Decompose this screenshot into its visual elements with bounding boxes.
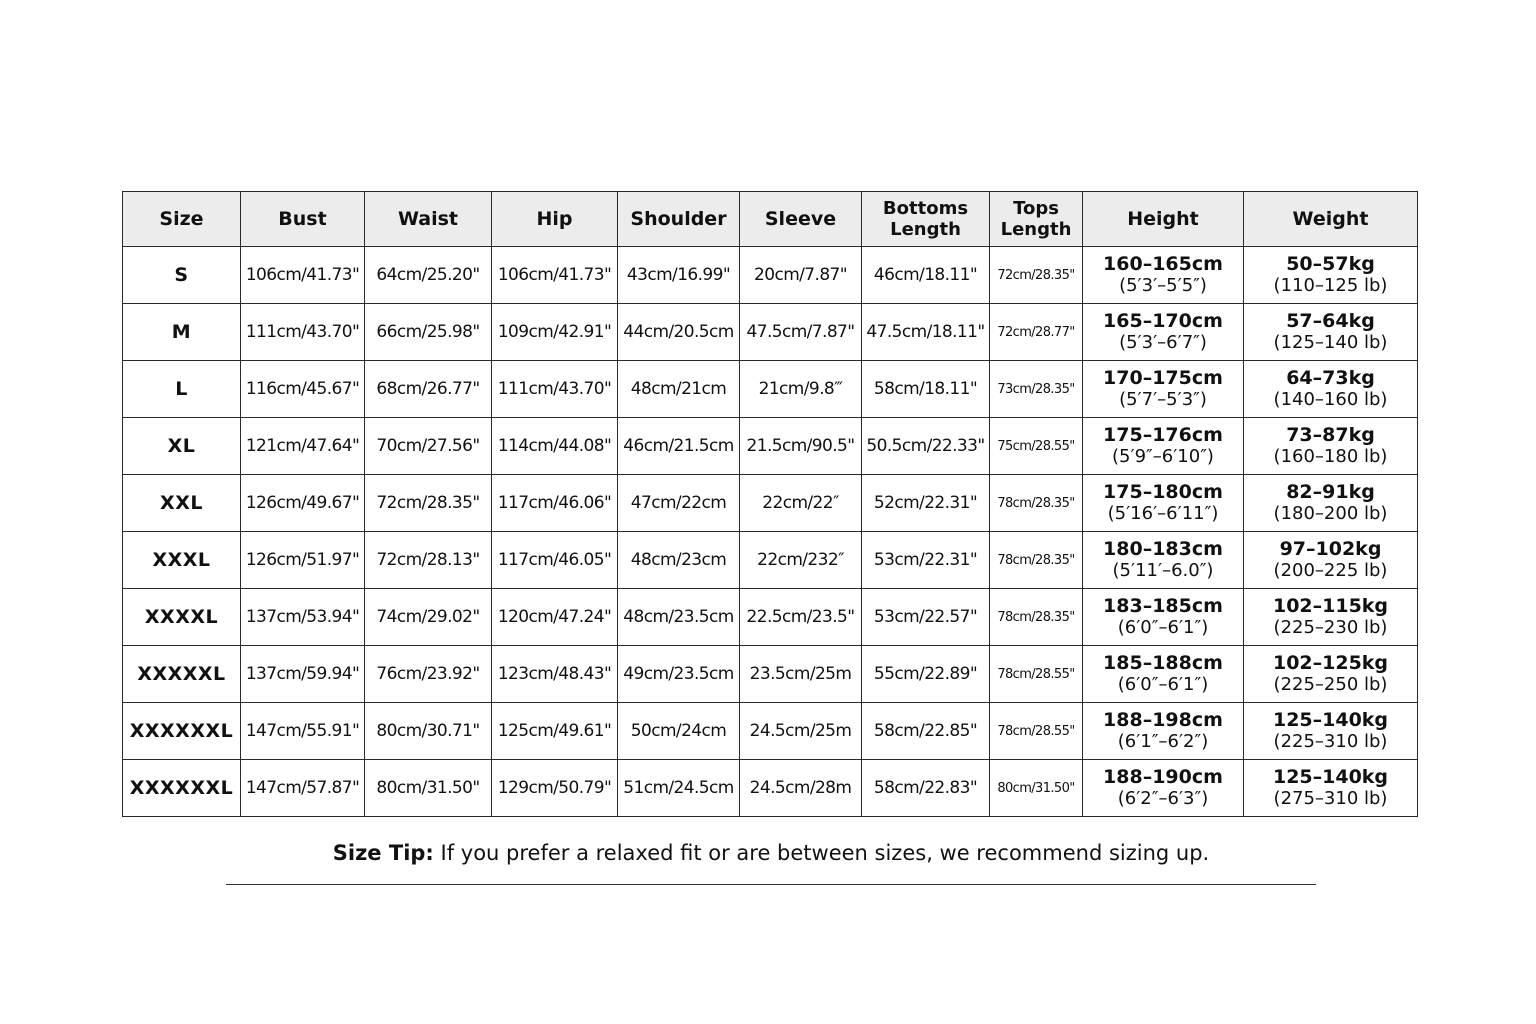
- hip-cell: 114cm/44.08": [492, 418, 618, 475]
- table-row: [123, 646, 1418, 703]
- header-shoulder: Shoulder: [618, 192, 740, 247]
- weight-imperial: (275–310 lb): [1273, 788, 1388, 809]
- bottoms-length-cell: 58cm/22.83": [862, 760, 990, 817]
- header-hip: Hip: [492, 192, 618, 247]
- height-cell: [1083, 646, 1244, 703]
- waist-cell: 80cm/30.71": [365, 703, 492, 760]
- hip-cell: 111cm/43.70": [492, 361, 618, 418]
- bottoms-length-cell: 55cm/22.89": [862, 646, 990, 703]
- height-cell: [1083, 247, 1244, 304]
- sleeve-cell: 23.5cm/25m: [740, 646, 862, 703]
- shoulder-cell: 48cm/21cm: [618, 361, 740, 418]
- weight-imperial: (125–140 lb): [1273, 332, 1388, 353]
- weight-metric: 82–91kg: [1286, 481, 1375, 503]
- sleeve-cell: 22cm/22″: [740, 475, 862, 532]
- shoulder-cell: 48cm/23cm: [618, 532, 740, 589]
- divider-line: [226, 884, 1316, 885]
- bust-cell: 126cm/49.67": [241, 475, 365, 532]
- waist-cell: 68cm/26.77": [365, 361, 492, 418]
- sleeve-cell: 22cm/232″: [740, 532, 862, 589]
- header-waist: Waist: [365, 192, 492, 247]
- height-imperial: (5′11′–6.0″): [1112, 560, 1214, 581]
- shoulder-cell: 46cm/21.5cm: [618, 418, 740, 475]
- bottoms-length-cell: 50.5cm/22.33": [862, 418, 990, 475]
- waist-cell: 66cm/25.98": [365, 304, 492, 361]
- height-metric: 183–185cm: [1103, 595, 1223, 617]
- weight-cell: [1244, 532, 1418, 589]
- bust-cell: 147cm/55.91": [241, 703, 365, 760]
- hip-cell: 117cm/46.05": [492, 532, 618, 589]
- weight-cell: [1244, 304, 1418, 361]
- tops-length-cell: 78cm/28.35": [990, 589, 1083, 646]
- table-row: [123, 589, 1418, 646]
- shoulder-cell: 43cm/16.99": [618, 247, 740, 304]
- weight-metric: 97–102kg: [1279, 538, 1382, 560]
- weight-metric: 50–57kg: [1286, 253, 1375, 275]
- weight-cell: [1244, 646, 1418, 703]
- sleeve-cell: 47.5cm/7.87": [740, 304, 862, 361]
- weight-cell: [1244, 760, 1418, 817]
- size-cell: XXXXL: [123, 589, 241, 646]
- bottoms-length-cell: 53cm/22.57": [862, 589, 990, 646]
- weight-metric: 125–140kg: [1272, 766, 1389, 788]
- waist-cell: 72cm/28.13": [365, 532, 492, 589]
- waist-cell: 76cm/23.92": [365, 646, 492, 703]
- bust-cell: 111cm/43.70": [241, 304, 365, 361]
- height-imperial: (5′3′–6′7″): [1119, 332, 1207, 353]
- bottoms-length-cell: 46cm/18.11": [862, 247, 990, 304]
- weight-cell: [1244, 703, 1418, 760]
- height-metric: 188–190cm: [1103, 766, 1223, 788]
- height-metric: 175–180cm: [1103, 481, 1223, 503]
- shoulder-cell: 49cm/23.5cm: [618, 646, 740, 703]
- table-row: [123, 304, 1418, 361]
- header-bottoms-length: Bottoms Length: [862, 192, 990, 247]
- hip-cell: 109cm/42.91": [492, 304, 618, 361]
- height-imperial: (5′16′–6′11″): [1107, 503, 1219, 524]
- header-size: Size: [123, 192, 241, 247]
- table-row: [123, 247, 1418, 304]
- weight-imperial: (225–230 lb): [1273, 617, 1388, 638]
- bust-cell: 106cm/41.73": [241, 247, 365, 304]
- weight-imperial: (200–225 lb): [1273, 560, 1388, 581]
- height-cell: [1083, 589, 1244, 646]
- size-chart-table: [122, 191, 1418, 817]
- size-tip-text: If you prefer a relaxed fit or are between sizes, we recommend sizing up.: [433, 841, 1210, 865]
- bust-cell: 126cm/51.97": [241, 532, 365, 589]
- height-cell: [1083, 532, 1244, 589]
- height-imperial: (6′0″–6′1″): [1117, 674, 1209, 695]
- weight-metric: 57–64kg: [1286, 310, 1375, 332]
- bottoms-length-cell: 52cm/22.31": [862, 475, 990, 532]
- header-height: Height: [1083, 192, 1244, 247]
- hip-cell: 106cm/41.73": [492, 247, 618, 304]
- weight-imperial: (225–310 lb): [1273, 731, 1388, 752]
- height-imperial: (5′9″–6′10″): [1112, 446, 1214, 467]
- height-cell: [1083, 418, 1244, 475]
- bust-cell: 147cm/57.87": [241, 760, 365, 817]
- weight-metric: 73–87kg: [1286, 424, 1375, 446]
- size-cell: XXXXXXL: [123, 760, 241, 817]
- weight-imperial: (225–250 lb): [1273, 674, 1388, 695]
- table-row: [123, 418, 1418, 475]
- bust-cell: 137cm/53.94": [241, 589, 365, 646]
- sleeve-cell: 24.5cm/25m: [740, 703, 862, 760]
- height-metric: 160–165cm: [1103, 253, 1223, 275]
- weight-metric: 125–140kg: [1272, 709, 1389, 731]
- weight-imperial: (140–160 lb): [1273, 389, 1388, 410]
- hip-cell: 120cm/47.24": [492, 589, 618, 646]
- bust-cell: 137cm/59.94": [241, 646, 365, 703]
- table-row: [123, 475, 1418, 532]
- height-metric: 165–170cm: [1103, 310, 1223, 332]
- size-cell: XXXXXXL: [123, 703, 241, 760]
- height-imperial: (6′1″–6′2″): [1117, 731, 1209, 752]
- waist-cell: 64cm/25.20": [365, 247, 492, 304]
- waist-cell: 74cm/29.02": [365, 589, 492, 646]
- size-cell: XXXL: [123, 532, 241, 589]
- size-cell: M: [123, 304, 241, 361]
- table-row: [123, 703, 1418, 760]
- bottoms-length-cell: 58cm/22.85": [862, 703, 990, 760]
- bust-cell: 121cm/47.64": [241, 418, 365, 475]
- shoulder-cell: 50cm/24cm: [618, 703, 740, 760]
- tops-length-cell: 80cm/31.50": [990, 760, 1083, 817]
- height-imperial: (5′3′–5′5″): [1119, 275, 1207, 296]
- bottoms-length-cell: 53cm/22.31": [862, 532, 990, 589]
- table-row: [123, 361, 1418, 418]
- weight-cell: [1244, 361, 1418, 418]
- weight-cell: [1244, 475, 1418, 532]
- size-tip: [226, 838, 1316, 868]
- weight-cell: [1244, 247, 1418, 304]
- weight-metric: 64–73kg: [1286, 367, 1375, 389]
- bottoms-length-cell: 47.5cm/18.11": [862, 304, 990, 361]
- height-imperial: (5′7′–5′3″): [1119, 389, 1207, 410]
- height-metric: 188–198cm: [1103, 709, 1223, 731]
- table-row: [123, 760, 1418, 817]
- height-imperial: (6′2″–6′3″): [1117, 788, 1209, 809]
- header-bust: Bust: [241, 192, 365, 247]
- tops-length-cell: 72cm/28.77": [990, 304, 1083, 361]
- hip-cell: 129cm/50.79": [492, 760, 618, 817]
- header-row: [123, 192, 1418, 247]
- header-tops-length: Tops Length: [990, 192, 1083, 247]
- size-cell: XXXXXL: [123, 646, 241, 703]
- sleeve-cell: 20cm/7.87": [740, 247, 862, 304]
- sleeve-cell: 22.5cm/23.5": [740, 589, 862, 646]
- bottoms-length-cell: 58cm/18.11": [862, 361, 990, 418]
- tops-length-cell: 78cm/28.55": [990, 646, 1083, 703]
- table-row: [123, 532, 1418, 589]
- size-tip-label: Size Tip:: [332, 841, 434, 865]
- tops-length-cell: 78cm/28.55": [990, 703, 1083, 760]
- weight-metric: 102–115kg: [1272, 595, 1389, 617]
- hip-cell: 117cm/46.06": [492, 475, 618, 532]
- height-metric: 180–183cm: [1103, 538, 1223, 560]
- weight-cell: [1244, 418, 1418, 475]
- height-metric: 170–175cm: [1103, 367, 1223, 389]
- sleeve-cell: 21.5cm/90.5": [740, 418, 862, 475]
- sleeve-cell: 24.5cm/28m: [740, 760, 862, 817]
- height-cell: [1083, 703, 1244, 760]
- weight-cell: [1244, 589, 1418, 646]
- size-cell: S: [123, 247, 241, 304]
- weight-metric: 102–125kg: [1272, 652, 1389, 674]
- height-cell: [1083, 304, 1244, 361]
- height-metric: 175–176cm: [1103, 424, 1223, 446]
- size-cell: L: [123, 361, 241, 418]
- shoulder-cell: 48cm/23.5cm: [618, 589, 740, 646]
- height-cell: [1083, 361, 1244, 418]
- tops-length-cell: 73cm/28.35": [990, 361, 1083, 418]
- header-sleeve: Sleeve: [740, 192, 862, 247]
- height-cell: [1083, 475, 1244, 532]
- shoulder-cell: 51cm/24.5cm: [618, 760, 740, 817]
- waist-cell: 70cm/27.56": [365, 418, 492, 475]
- shoulder-cell: 47cm/22cm: [618, 475, 740, 532]
- shoulder-cell: 44cm/20.5cm: [618, 304, 740, 361]
- table-header: [123, 192, 1418, 247]
- hip-cell: 125cm/49.61": [492, 703, 618, 760]
- table-body: [123, 247, 1418, 817]
- header-weight: Weight: [1244, 192, 1418, 247]
- tops-length-cell: 78cm/28.35": [990, 475, 1083, 532]
- tops-length-cell: 72cm/28.35": [990, 247, 1083, 304]
- hip-cell: 123cm/48.43": [492, 646, 618, 703]
- weight-imperial: (110–125 lb): [1273, 275, 1388, 296]
- height-cell: [1083, 760, 1244, 817]
- sleeve-cell: 21cm/9.8‴: [740, 361, 862, 418]
- size-cell: XL: [123, 418, 241, 475]
- height-imperial: (6′0″–6′1″): [1117, 617, 1209, 638]
- tops-length-cell: 78cm/28.35": [990, 532, 1083, 589]
- height-metric: 185–188cm: [1103, 652, 1223, 674]
- waist-cell: 80cm/31.50": [365, 760, 492, 817]
- bust-cell: 116cm/45.67": [241, 361, 365, 418]
- size-cell: XXL: [123, 475, 241, 532]
- tops-length-cell: 75cm/28.55": [990, 418, 1083, 475]
- weight-imperial: (180–200 lb): [1273, 503, 1388, 524]
- weight-imperial: (160–180 lb): [1273, 446, 1388, 467]
- waist-cell: 72cm/28.35": [365, 475, 492, 532]
